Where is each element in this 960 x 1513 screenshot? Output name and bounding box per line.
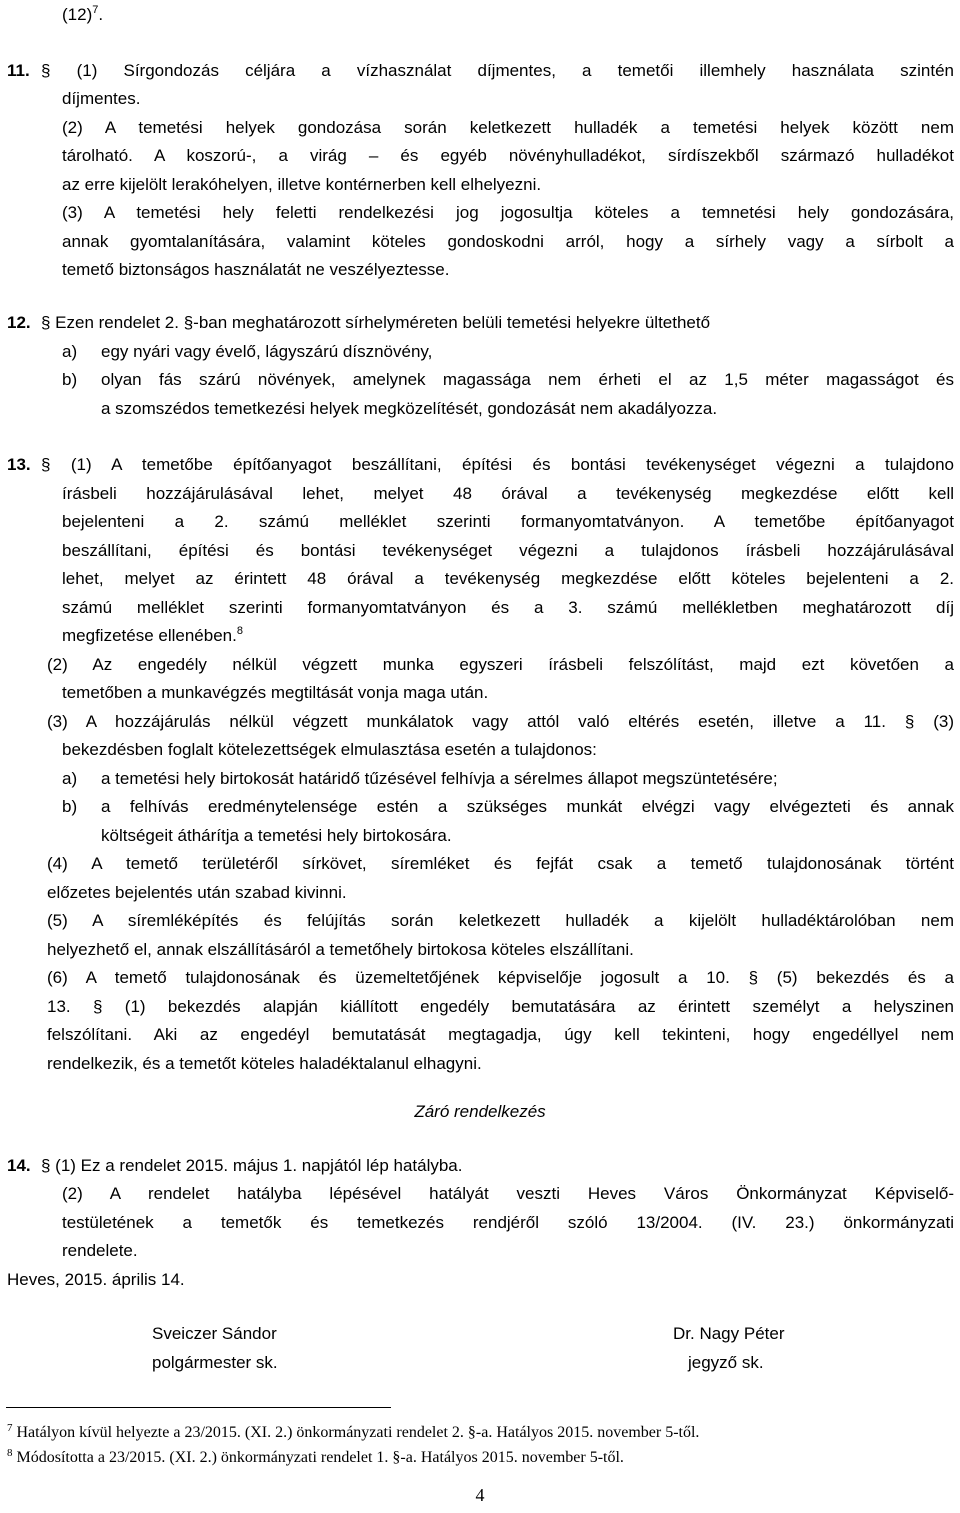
section-11-p1-line2: díjmentes. [62, 89, 141, 108]
section-11-p3-line3: temető biztonságos használatát ne veszélyeztesse. [62, 260, 450, 279]
section-11-p2-line1: (2) A temetési helyek gondozása során keletkezett hulladék a temetési helyek között nem [62, 118, 954, 137]
footnote-7-text: Hatályon kívül helyezte a 23/2015. (XI. 2.) önkormányzati rendelet 2. §-a. Hatályos 2015. november 5-től. [16, 1424, 700, 1441]
section-14-number: 14. [7, 1156, 31, 1175]
item-12-label [62, 4, 103, 26]
section-13-p5-line2: helyezhető el, annak elszállításáról a temetőhely birtokosa köteles elszállítani. [47, 940, 634, 959]
section-13-p1-line5: lehet, melyet az érintett 48 órával a tevékenység megkezdése előtt köteles bejelenteni a 2. [62, 569, 954, 588]
signature-left-title: polgármester sk. [152, 1353, 278, 1372]
section-13-item-a-text: a temetési hely birtokosát határidő tűzésével felhívja a sérelmes állapot megszüntetésére; [101, 769, 778, 788]
footnote-ref-7[interactable]: 7 [92, 4, 99, 16]
section-13-p3-line1: (3) A hozzájárulás nélkül végzett munkálatok vagy attól való eltérés esetén, illetve a 11. § (3) [47, 712, 954, 731]
section-12-intro: § Ezen rendelet 2. §-ban meghatározott sírhelyméreten belüli temetési helyekre ültethető [41, 313, 711, 332]
section-13-p1-line2: írásbeli hozzájárulásával lehet, melyet 48 órával a tevékenység megkezdése előtt kell [62, 484, 954, 503]
footnote-ref-8[interactable]: 8 [236, 625, 243, 637]
section-13-p2-line1: (2) Az engedély nélkül végzett munka egyszeri írásbeli felszólítást, majd ezt követően a [47, 655, 954, 674]
section-11-p1-line1: § (1) Sírgondozás céljára a vízhasználat díjmentes, a temetői illemhely használata szintén [41, 61, 954, 80]
section-13-p5-line1: (5) A síremléképítés és felújítás során keletkezett hulladék a kijelölt hulladéktárolóban nem [47, 911, 954, 930]
footnote-separator [6, 1407, 391, 1408]
section-14-p2-line2: testületének a temetők és temetkezés rendjéről szóló 13/2004. (IV. 23.) önkormányzati [62, 1213, 954, 1232]
section-13-p1-line6: számú melléklet szerinti formanyomtatványon és a 3. számú mellékletben meghatározott díj [62, 598, 954, 617]
footnote-8-number: 8 [7, 1447, 13, 1459]
section-12-item-b-line1: olyan fás szárú növények, amelynek magassága nem érheti el az 1,5 méter magasságot és [101, 370, 954, 389]
section-13-p6-line1: (6) A temető tulajdonosának és üzemeltetőjének képviselője jogosult a 10. § (5) bekezdés és a [47, 968, 954, 987]
section-13-p6-line3: felszólítani. Aki az engedéyl bemutatását megtagadja, úgy kell tekinteni, hogy engedéllyel nem [47, 1025, 954, 1044]
closing-heading: Záró rendelkezés [414, 1102, 546, 1121]
section-12-number: 12. [7, 313, 31, 332]
section-12-item-b-label: b) [62, 370, 78, 389]
section-12-item-b-line2: a szomszédos temetkezési helyek megközelítését, gondozását nem akadályozza. [101, 399, 718, 418]
section-13-p1-line1: § (1) A temetőbe építőanyagot beszállítani, építési és bontási tevékenységet végezni a tulajdono [41, 455, 954, 474]
section-14-p2-line1: (2) A rendelet hatályba lépésével hatályát veszti Heves Város Önkormányzat Képviselő- [62, 1184, 954, 1203]
signature-right-name: Dr. Nagy Péter [673, 1324, 785, 1343]
section-13-p1-line7 [62, 625, 243, 647]
signature-left-name: Sveiczer Sándor [152, 1324, 277, 1343]
section-13-p2-line2: temetőben a munkavégzés megtiltását vonja maga után. [62, 683, 489, 702]
section-13-item-b-line2: költségeit áthárítja a temetési hely birtokosára. [101, 826, 452, 845]
section-13-item-a-label: a) [62, 769, 78, 788]
section-13-p4-line1: (4) A temető területéről sírkövet, síremléket és fejfát csak a temető tulajdonosának történt [47, 854, 954, 873]
section-13-number: 13. [7, 455, 31, 474]
item-dot: . [98, 5, 104, 24]
item-label: (12) [62, 5, 93, 24]
section-11-number: 11. [7, 61, 30, 80]
section-13-item-b-label: b) [62, 797, 78, 816]
section-13-p1-line3: bejelenteni a 2. számú melléklet szerinti formanyomtatványon. A temetőbe építőanyagot [62, 512, 954, 531]
footnote-7-number: 7 [7, 1422, 13, 1434]
signature-right-title: jegyző sk. [688, 1353, 764, 1372]
section-13-p6-line2: 13. § (1) bekezdés alapján kiállított engedély bemutatására az érintett személyt a helyszinen [47, 997, 954, 1016]
footnote-7 [7, 1423, 699, 1443]
place-date: Heves, 2015. április 14. [7, 1270, 185, 1289]
section-11-p2-line2: tárolható. A koszorú-, a virág – és egyéb növényhulladékot, sírdíszekből származó hulladékot [62, 146, 954, 165]
section-12-item-a-label: a) [62, 342, 78, 361]
section-11-p3-line1: (3) A temetési hely feletti rendelkezési jog jogosultja köteles a temnetési hely gondozására, [62, 203, 954, 222]
section-13-p1-line4: beszállítani, építési és bontási tevékenységet végezni a tulajdonos írásbeli hozzájárulásával [62, 541, 954, 560]
section-12-item-a-text: egy nyári vagy évelő, lágyszárú dísznövény, [101, 342, 433, 361]
page-number: 4 [475, 1485, 485, 1505]
footnote-8-text: Módosította a 23/2015. (XI. 2.) önkormányzati rendelet 1. §-a. Hatályos 2015. november 5-től. [16, 1449, 624, 1466]
section-13-p6-line4: rendelkezik, és a temetőt köteles haladéktalanul elhagyni. [47, 1054, 482, 1073]
section-13-p3-line2: bekezdésben foglalt kötelezettségek elmulasztása esetén a tulajdonos: [62, 740, 597, 759]
section-13-p4-line2: előzetes bejelentés után szabad kivinni. [47, 883, 347, 902]
footnote-8 [7, 1448, 624, 1468]
section-13-item-b-line1: a felhívás eredménytelensége estén a szükséges munkát elvégzi vagy elvégezteti és annak [101, 797, 954, 816]
section-11-p2-line3: az erre kijelölt lerakóhelyen, illetve kontérnerben kell elhelyezni. [62, 175, 542, 194]
section-14-p1: § (1) Ez a rendelet 2015. május 1. napjától lép hatályba. [41, 1156, 463, 1175]
section-11-p3-line2: annak gyomtalanítására, valamint köteles gondoskodni arról, hogy a sírhely vagy a sírbolt a [62, 232, 954, 251]
section-13-p1-line7-text: megfizetése ellenében. [62, 626, 237, 645]
section-14-p2-line3: rendelete. [62, 1241, 138, 1260]
